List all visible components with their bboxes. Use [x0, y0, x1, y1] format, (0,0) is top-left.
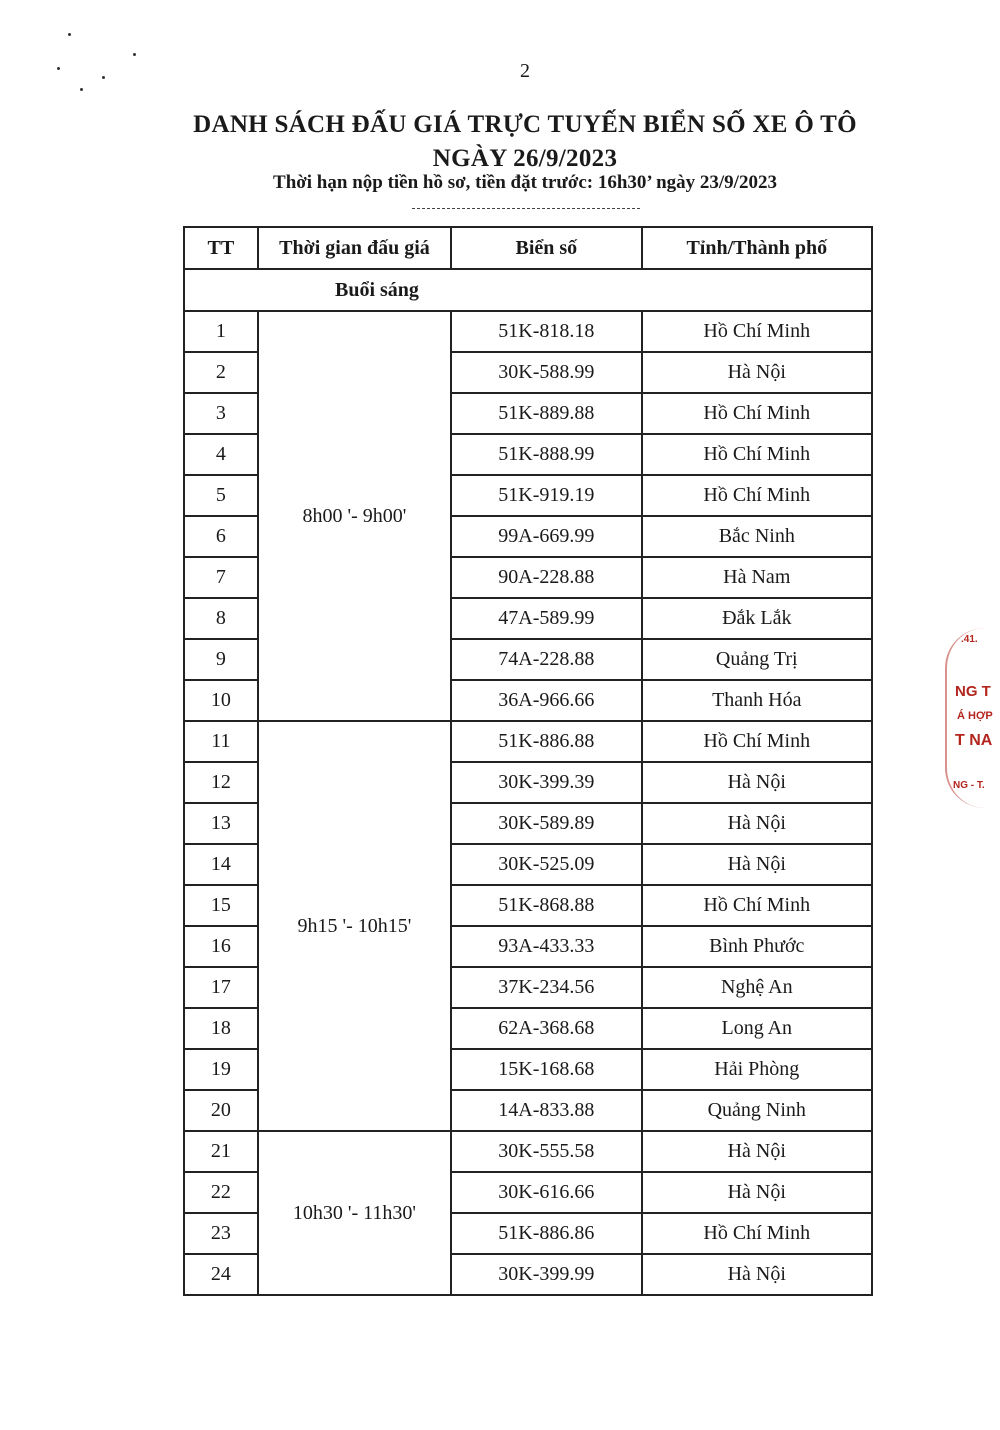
title-line-1: DANH SÁCH ĐẤU GIÁ TRỰC TUYẾN BIỂN SỐ XE Ô TÔ	[193, 111, 857, 138]
plate-number: 51K-886.86	[451, 1213, 641, 1254]
plate-number: 30K-399.39	[451, 762, 641, 803]
header-row	[184, 227, 872, 269]
row-number: 16	[184, 926, 258, 967]
row-number: 11	[184, 721, 258, 762]
plate-number: 62A-368.68	[451, 1008, 641, 1049]
province: Hà Nội	[642, 844, 872, 885]
plate-number: 30K-399.99	[451, 1254, 641, 1295]
plate-number: 30K-525.09	[451, 844, 641, 885]
plate-number: 51K-886.88	[451, 721, 641, 762]
plate-number: 37K-234.56	[451, 967, 641, 1008]
province: Hà Nam	[642, 557, 872, 598]
plate-number: 99A-669.99	[451, 516, 641, 557]
plate-number: 51K-919.19	[451, 475, 641, 516]
session-label: Buổi sáng	[184, 269, 872, 311]
row-number: 24	[184, 1254, 258, 1295]
stamp-text-5: NG - T.	[953, 780, 985, 791]
stamp-text-1: .41.	[961, 634, 978, 645]
stamp-text-2: NG T	[955, 683, 991, 700]
plate-number: 51K-888.99	[451, 434, 641, 475]
red-seal-stamp	[945, 628, 1000, 808]
auction-time-slot: 8h00 '- 9h00'	[258, 311, 451, 721]
header-province: Tỉnh/Thành phố	[642, 227, 872, 269]
province: Hồ Chí Minh	[642, 721, 872, 762]
province: Hồ Chí Minh	[642, 311, 872, 352]
header-plate: Biển số	[451, 227, 641, 269]
row-number: 12	[184, 762, 258, 803]
title-divider	[412, 208, 640, 209]
plate-number: 14A-833.88	[451, 1090, 641, 1131]
plate-number: 51K-889.88	[451, 393, 641, 434]
row-number: 3	[184, 393, 258, 434]
row-number: 23	[184, 1213, 258, 1254]
auction-table	[183, 226, 873, 1296]
province: Hà Nội	[642, 803, 872, 844]
province: Hà Nội	[642, 1254, 872, 1295]
province: Hồ Chí Minh	[642, 1213, 872, 1254]
row-number: 9	[184, 639, 258, 680]
row-number: 2	[184, 352, 258, 393]
table-row	[184, 311, 872, 352]
stamp-text-4: T NA	[955, 732, 993, 749]
province: Hà Nội	[642, 352, 872, 393]
province: Bắc Ninh	[642, 516, 872, 557]
row-number: 7	[184, 557, 258, 598]
table-row	[184, 1131, 872, 1172]
auction-time-slot: 10h30 '- 11h30'	[258, 1131, 451, 1295]
row-number: 15	[184, 885, 258, 926]
province: Hồ Chí Minh	[642, 393, 872, 434]
plate-number: 30K-616.66	[451, 1172, 641, 1213]
plate-number: 30K-588.99	[451, 352, 641, 393]
plate-number: 15K-168.68	[451, 1049, 641, 1090]
session-row	[184, 269, 872, 311]
row-number: 10	[184, 680, 258, 721]
row-number: 19	[184, 1049, 258, 1090]
plate-number: 93A-433.33	[451, 926, 641, 967]
plate-number: 30K-555.58	[451, 1131, 641, 1172]
plate-number: 30K-589.89	[451, 803, 641, 844]
plate-number: 74A-228.88	[451, 639, 641, 680]
province: Hà Nội	[642, 1131, 872, 1172]
document-title	[0, 108, 1000, 176]
province: Đắk Lắk	[642, 598, 872, 639]
row-number: 14	[184, 844, 258, 885]
table-row	[184, 721, 872, 762]
table-body	[184, 269, 872, 1295]
row-number: 6	[184, 516, 258, 557]
scan-speck	[133, 53, 136, 56]
row-number: 8	[184, 598, 258, 639]
scan-speck	[80, 88, 83, 91]
province: Hải Phòng	[642, 1049, 872, 1090]
province: Quảng Trị	[642, 639, 872, 680]
page-number: 2	[520, 60, 530, 82]
row-number: 17	[184, 967, 258, 1008]
deposit-deadline: Thời hạn nộp tiền hồ sơ, tiền đặt trước: 16h30’ ngày 23/9/2023	[273, 172, 777, 193]
province: Thanh Hóa	[642, 680, 872, 721]
plate-number: 36A-966.66	[451, 680, 641, 721]
row-number: 1	[184, 311, 258, 352]
row-number: 21	[184, 1131, 258, 1172]
auction-time-slot: 9h15 '- 10h15'	[258, 721, 451, 1131]
plate-number: 51K-818.18	[451, 311, 641, 352]
scan-speck	[68, 33, 71, 36]
row-number: 5	[184, 475, 258, 516]
province: Nghệ An	[642, 967, 872, 1008]
row-number: 20	[184, 1090, 258, 1131]
plate-number: 51K-868.88	[451, 885, 641, 926]
stamp-text-3: Á HỢP	[957, 710, 993, 722]
province: Hà Nội	[642, 1172, 872, 1213]
row-number: 13	[184, 803, 258, 844]
province: Hà Nội	[642, 762, 872, 803]
row-number: 4	[184, 434, 258, 475]
province: Bình Phước	[642, 926, 872, 967]
row-number: 22	[184, 1172, 258, 1213]
province: Long An	[642, 1008, 872, 1049]
plate-number: 47A-589.99	[451, 598, 641, 639]
header-tt: TT	[184, 227, 258, 269]
province: Quảng Ninh	[642, 1090, 872, 1131]
header-auction-time: Thời gian đấu giá	[258, 227, 451, 269]
province: Hồ Chí Minh	[642, 885, 872, 926]
province: Hồ Chí Minh	[642, 475, 872, 516]
row-number: 18	[184, 1008, 258, 1049]
plate-number: 90A-228.88	[451, 557, 641, 598]
title-line-2: NGÀY 26/9/2023	[432, 145, 618, 172]
province: Hồ Chí Minh	[642, 434, 872, 475]
